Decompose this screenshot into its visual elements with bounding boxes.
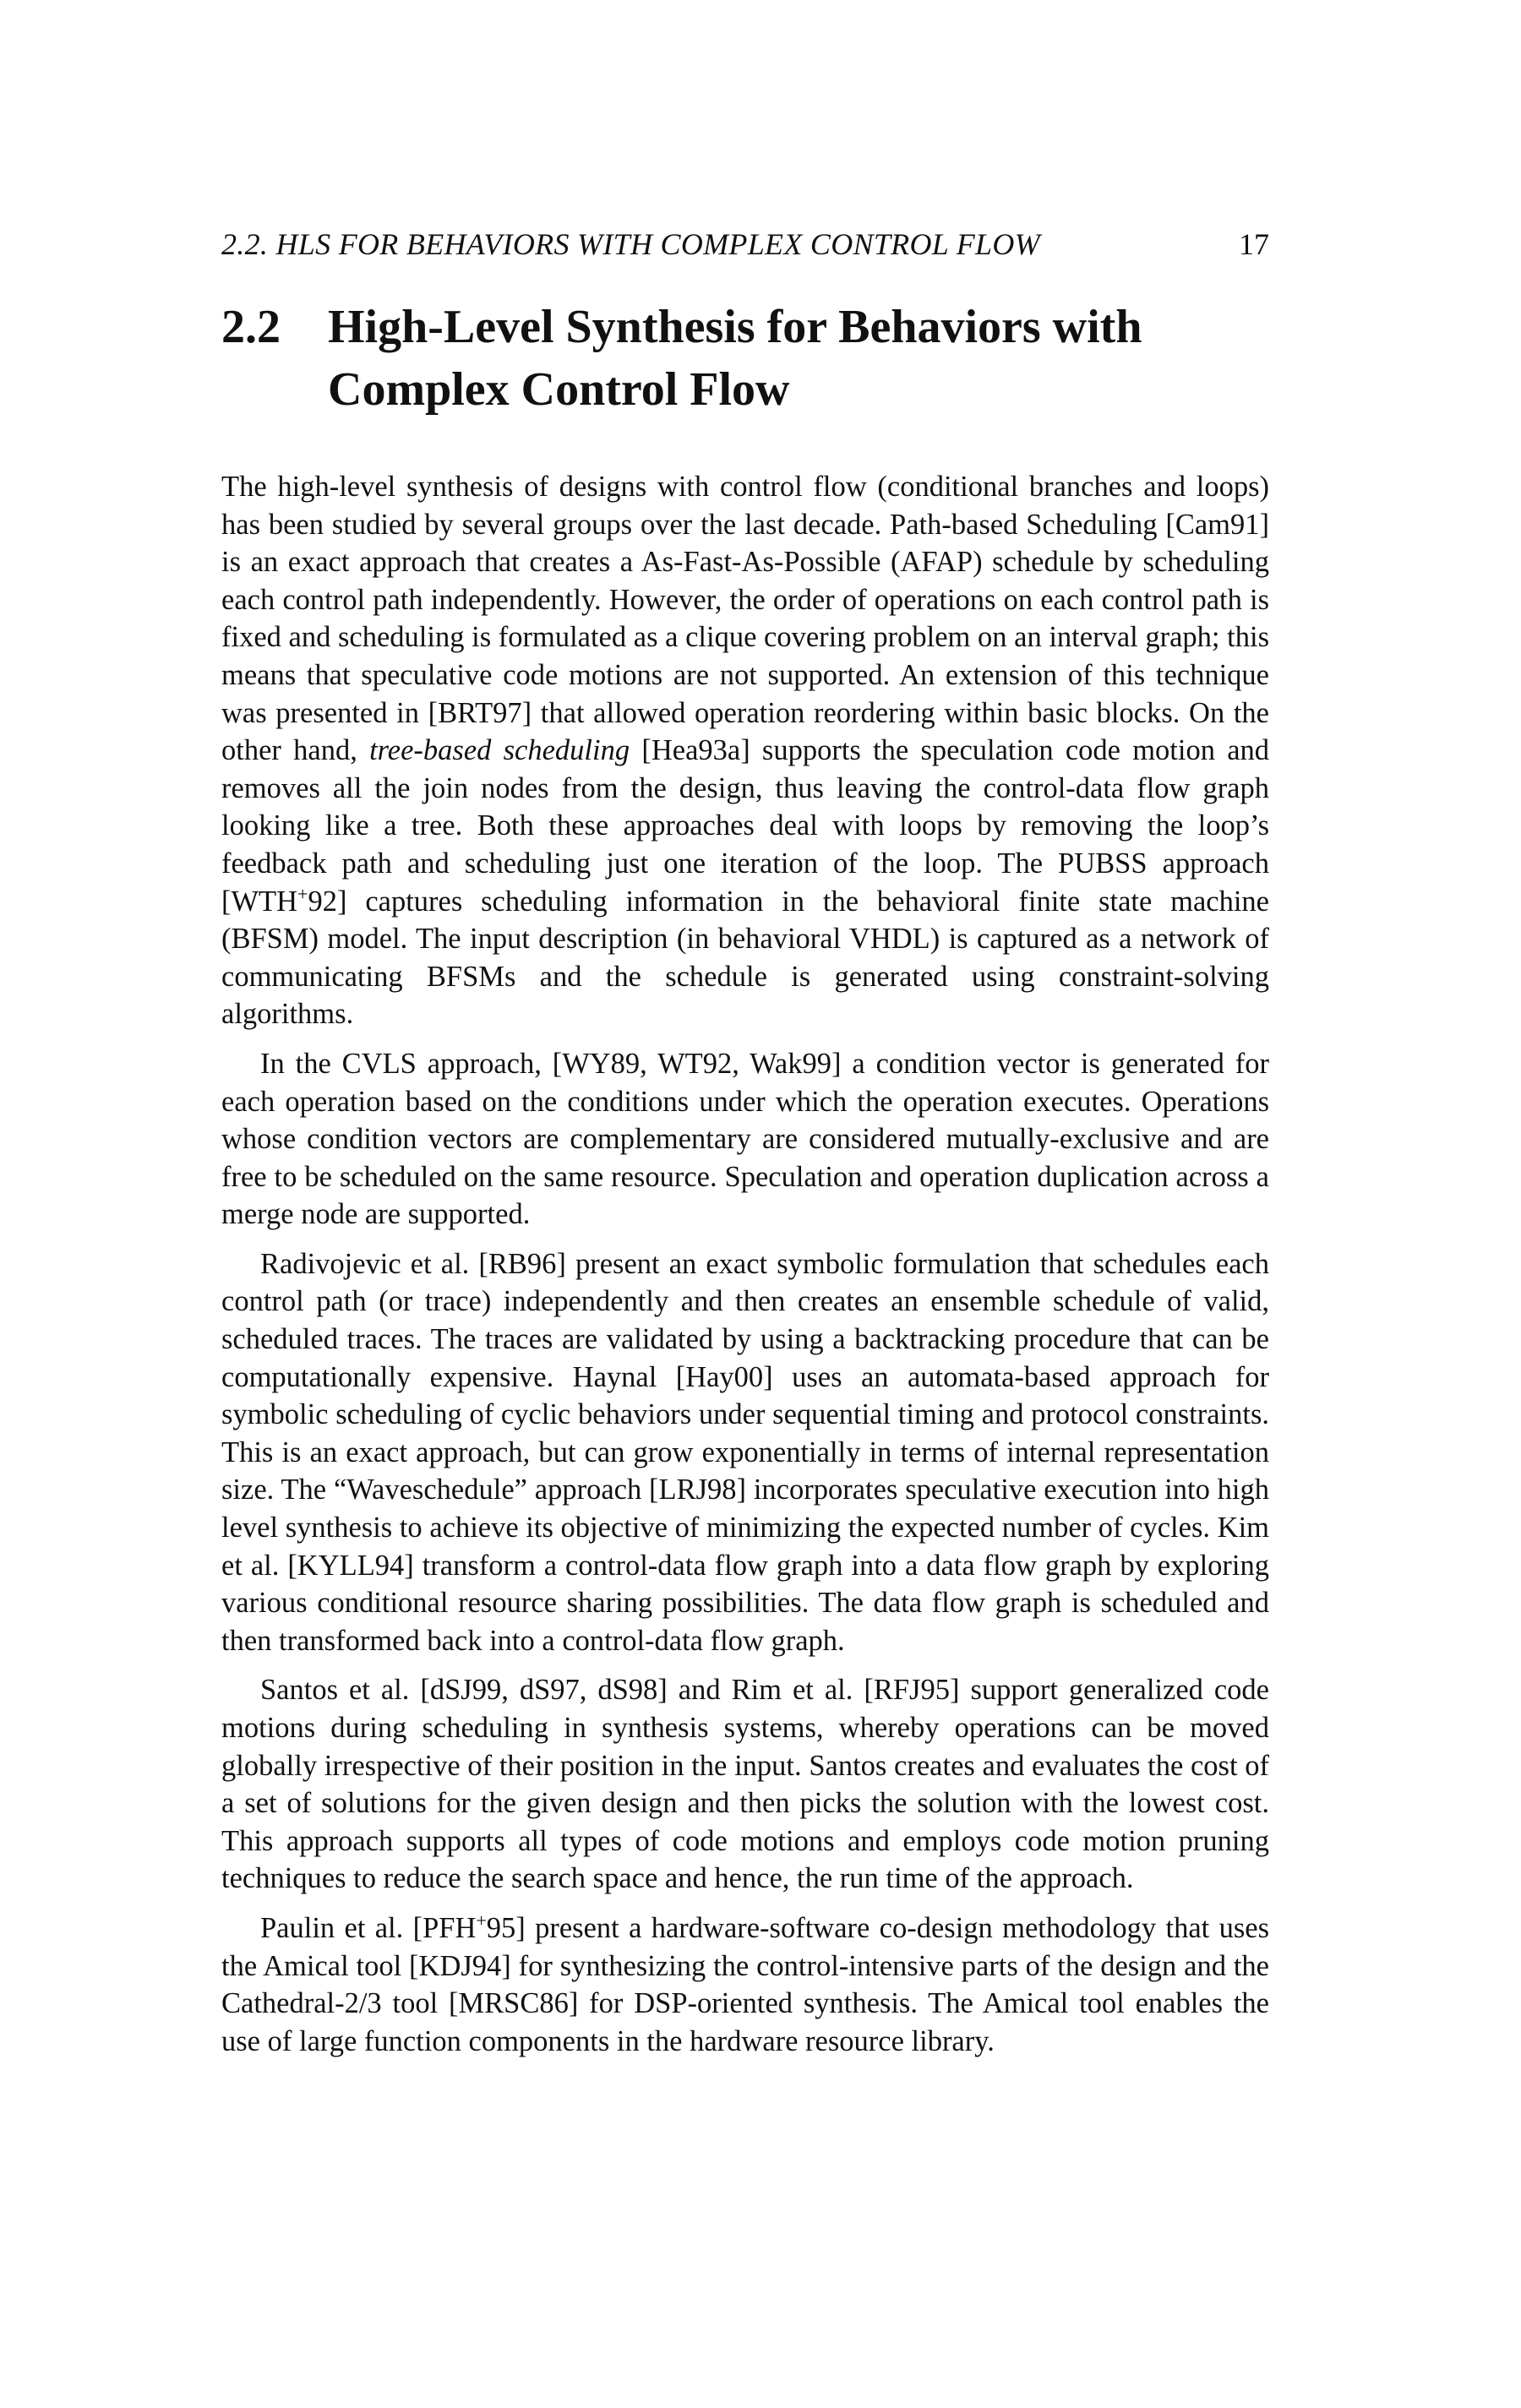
paragraph-5 [221, 1910, 1269, 2060]
paragraph-1-text-b: [Hea93a] supports the speculation code motion and removes all the join nodes from the design, thus leaving the control-data flow graph looking like a tree. Both these approaches deal with loops by removing the loop’s feedback path and scheduling just one iteration of the loop. The PUBSS approach [WTH [221, 734, 1270, 918]
paragraph-5-superscript: + [476, 1910, 487, 1931]
paragraph-4: Santos et al. [dSJ99, dS97, dS98] and Rim et al. [RFJ95] support generalized code motions during scheduling in synthesis systems, whereby operations can be moved globally irrespective of their position in the input. Santos creates and evaluates the cost of a set of solutions for the given design and then picks the solution with the lowest cost. This approach supports all types of code motions and employs code motion pruning techniques to reduce the search space and hence, the run time of the approach. [221, 1674, 1269, 1895]
page-number: 17 [1239, 227, 1269, 261]
paragraph-2: In the CVLS approach, [WY89, WT92, Wak99] a condition vector is generated for each operation based on the conditions under which the operation executes. Operations whose condition vectors are complementary are considered mutually-exclusive and are free to be scheduled on the same resource. Speculation and operation duplication across a merge node are supported. [221, 1047, 1269, 1231]
running-head [221, 226, 1269, 262]
paragraph-5-text-a: Paulin et al. [PFH [260, 1911, 477, 1944]
paragraph-1 [221, 468, 1269, 1033]
paragraph-5-text-b: 95] present a hardware-software co-design methodology that uses the Amical tool [KDJ94] for synthesizing the control-intensive parts of the design and the Cathedral-2/3 tool [MRSC86] for DSP-oriented synthesis. The Amical tool enables the use of large function components in the hardware resource library. [221, 1911, 1269, 2057]
paragraph-1-emphasis: tree-based scheduling [369, 734, 630, 767]
paragraph-3: Radivojevic et al. [RB96] present an exact symbolic formulation that schedules each control path (or trace) independently and then creates an ensemble schedule of valid, scheduled traces. The traces are validated by using a backtracking procedure that can be computationally expensive. Haynal [Hay00] uses an automata-based approach for symbolic scheduling of cyclic behaviors under sequential timing and protocol constraints. This is an exact approach, but can grow exponentially in terms of internal representation size. The “Waveschedule” approach [LRJ98] incorporates speculative execution into high level synthesis to achieve its objective of minimizing the expected number of cycles. Kim et al. [KYLL94] transform a control-data flow graph into a data flow graph by exploring various conditional resource sharing possibilities. The data flow graph is scheduled and then transformed back into a control-data flow graph. [221, 1247, 1269, 1657]
section-number: 2.2 [221, 301, 281, 353]
running-head-title: 2.2. HLS FOR BEHAVIORS WITH COMPLEX CONTROL FLOW [221, 227, 1040, 261]
paragraph-1-text-c: 92] captures scheduling information in the behavioral finite state machine (BFSM) model. The input description (in behavioral VHDL) is captured as a network of communicating BFSMs and the schedule is generated using constraint-solving algorithms. [221, 885, 1269, 1031]
section-title: High-Level Synthesis for Behaviors with Complex Control Flow [328, 301, 1142, 416]
paragraph-1-text-a: The high-level synthesis of designs with control flow (conditional branches and loops) has been studied by several groups over the last decade. Path-based Scheduling [Cam91] is an exact approach that creates a As-Fast-As-Possible (AFAP) schedule by scheduling each control path independently. However, the order of operations on each control path is fixed and scheduling is formulated as a clique covering problem on an interval graph; this means that speculative code motions are not supported. An extension of this technique was presented in [BRT97] that allowed operation reordering within basic blocks. On the other hand, [221, 471, 1269, 767]
section-heading [221, 296, 1269, 421]
body-text [221, 468, 1269, 2072]
paragraph-1-superscript: + [297, 883, 308, 905]
